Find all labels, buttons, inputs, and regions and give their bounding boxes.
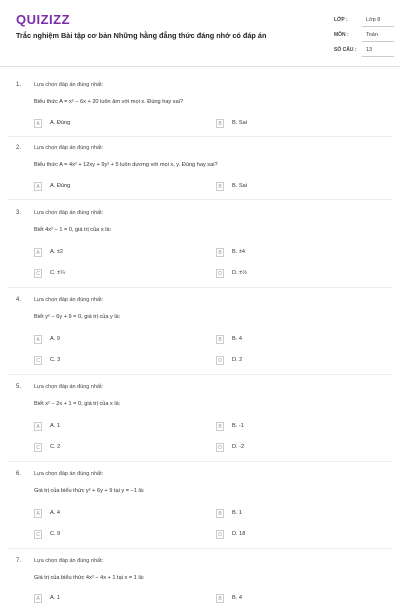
option-text: B. Sai: [232, 120, 247, 126]
question-prompt: Lựa chọn đáp án đúng nhất:: [34, 145, 104, 151]
question-prompt: Lựa chọn đáp án đúng nhất:: [34, 82, 104, 88]
option-text: D. 18: [232, 531, 246, 537]
option-letter-box: C: [34, 269, 42, 278]
option-letter-box: D: [216, 443, 224, 452]
meta-line: [362, 26, 394, 27]
option-letter-box: C: [34, 356, 42, 365]
option-letter-box: A: [34, 422, 42, 431]
option-text: C. 2: [50, 444, 61, 450]
option-letter-box: B: [216, 182, 224, 191]
question-prompt: Lựa chọn đáp án đúng nhất:: [34, 471, 104, 477]
question-prompt: Lựa chọn đáp án đúng nhất:: [34, 297, 104, 303]
option-text: A. 1: [50, 595, 60, 601]
question-number: 7.: [16, 558, 22, 564]
option-text: D. ±½: [232, 270, 247, 276]
question-number: 6.: [16, 471, 22, 477]
question-number: 5.: [16, 384, 22, 390]
option-text: A. ±2: [50, 249, 64, 255]
meta-count-value: 13: [366, 47, 373, 53]
divider: [8, 374, 392, 375]
option-text: A. Đúng: [50, 120, 71, 126]
option-letter-box: A: [34, 119, 42, 128]
meta-class-key: LỚP :: [334, 17, 348, 23]
option-letter-box: B: [216, 594, 224, 603]
question-stem: Biểu thức A = 4x² + 12xy + 9y² + 5 luôn dương với mọi x, y. Đúng hay sai?: [34, 162, 218, 168]
option-text: D. -2: [232, 444, 245, 450]
question-stem: Biết y² − 6y + 9 = 0, giá trị của y là:: [34, 314, 121, 320]
option-text: C. 9: [50, 531, 61, 537]
meta-class-value: Lớp 8: [366, 17, 381, 23]
page-title: Trắc nghiệm Bài tập cơ bản Những hằng đẳng thức đáng nhớ có đáp án: [16, 31, 267, 40]
question-number: 4.: [16, 297, 22, 303]
option-text: A. 4: [50, 510, 60, 516]
question-prompt: Lựa chọn đáp án đúng nhất:: [34, 384, 104, 390]
divider: [8, 136, 392, 137]
option-text: A. Đúng: [50, 183, 71, 189]
meta-line: [362, 41, 394, 42]
divider: [8, 287, 392, 288]
header: [0, 0, 400, 67]
question-stem: Giá trị của biểu thức y² + 6y + 9 tại y = −1 là:: [34, 488, 145, 494]
question-stem: Biết x² − 2x + 1 = 0, giá trị của x là:: [34, 401, 121, 407]
divider: [8, 548, 392, 549]
option-text: A. 1: [50, 423, 60, 429]
option-letter-box: A: [34, 594, 42, 603]
option-letter-box: D: [216, 356, 224, 365]
meta-count-key: SỐ CÂU :: [334, 47, 357, 53]
question-stem: Biểu thức A = x² − 6x + 20 luôn âm với mọi x. Đúng hay sai?: [34, 99, 184, 105]
option-letter-box: A: [34, 509, 42, 518]
option-letter-box: D: [216, 269, 224, 278]
meta-subject-key: MÔN :: [334, 32, 349, 38]
option-letter-box: A: [34, 335, 42, 344]
option-text: D. 2: [232, 357, 243, 363]
option-letter-box: B: [216, 422, 224, 431]
option-letter-box: D: [216, 530, 224, 539]
quizizz-logo: QUIZIZZ: [16, 12, 71, 27]
meta-subject-value: Toán: [366, 32, 378, 38]
option-letter-box: B: [216, 509, 224, 518]
divider: [8, 461, 392, 462]
option-letter-box: A: [34, 248, 42, 257]
option-text: B. ±4: [232, 249, 246, 255]
option-letter-box: B: [216, 335, 224, 344]
question-number: 1.: [16, 82, 22, 88]
option-text: B. Sai: [232, 183, 247, 189]
question-prompt: Lựa chọn đáp án đúng nhất:: [34, 210, 104, 216]
option-text: C. 3: [50, 357, 61, 363]
question-stem: Giá trị của biểu thức 4x² − 4x + 1 tại x = 1 là:: [34, 575, 145, 581]
option-letter-box: C: [34, 443, 42, 452]
option-text: B. -1: [232, 423, 244, 429]
option-text: B. 1: [232, 510, 242, 516]
option-letter-box: C: [34, 530, 42, 539]
option-text: A. 9: [50, 336, 60, 342]
option-text: B. 4: [232, 595, 242, 601]
question-number: 2.: [16, 145, 22, 151]
question-number: 3.: [16, 210, 22, 216]
meta-line: [362, 56, 394, 57]
option-letter-box: B: [216, 119, 224, 128]
option-text: B. 4: [232, 336, 242, 342]
option-letter-box: A: [34, 182, 42, 191]
question-prompt: Lựa chọn đáp án đúng nhất:: [34, 558, 104, 564]
question-stem: Biết 4x² − 1 = 0, giá trị của x là:: [34, 227, 112, 233]
divider: [8, 199, 392, 200]
option-letter-box: B: [216, 248, 224, 257]
option-text: C. ±¼: [50, 270, 65, 276]
